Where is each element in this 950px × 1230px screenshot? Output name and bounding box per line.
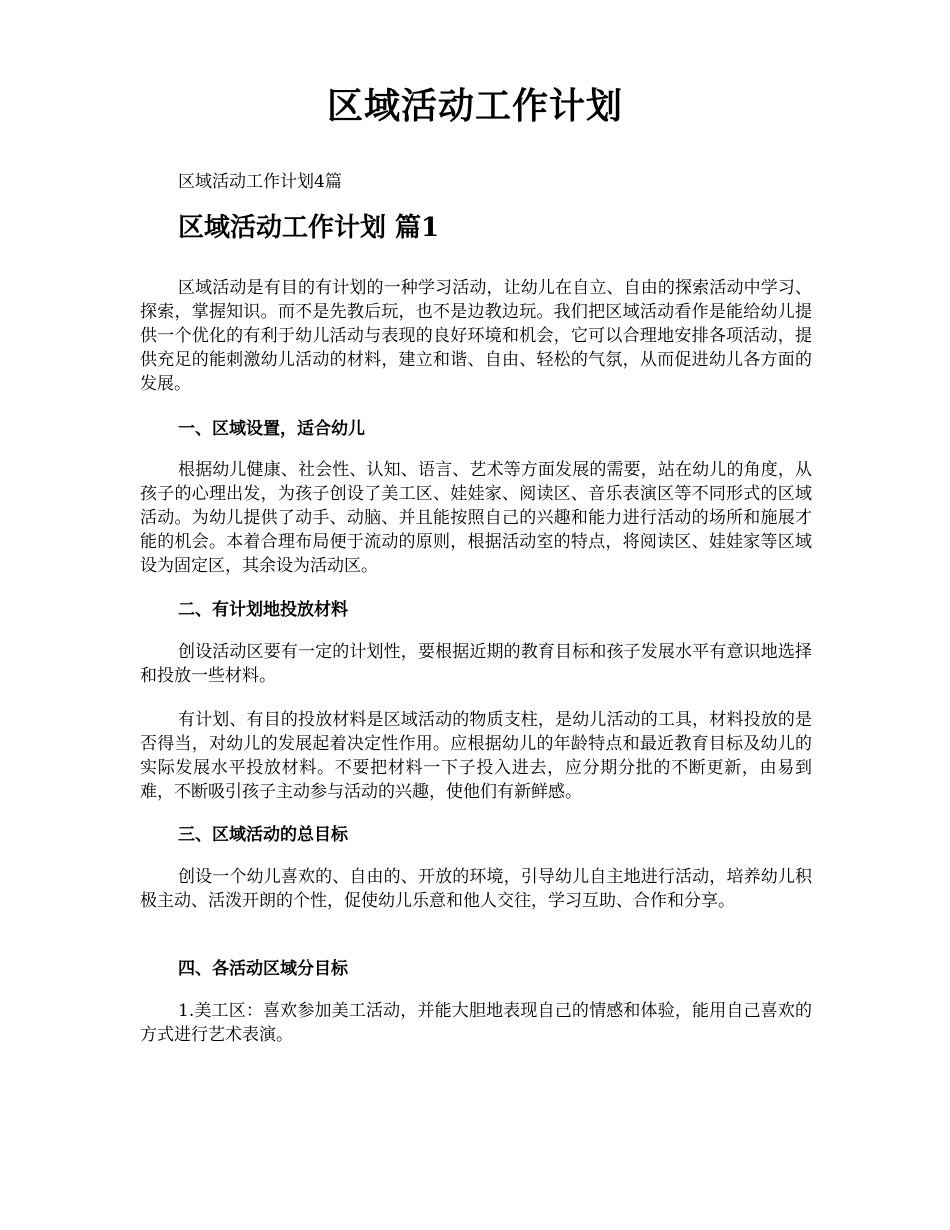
heading-3: 三、区域活动的总目标 [178,825,348,845]
heading-2: 二、有计划地投放材料 [178,600,348,620]
paragraph-4: 1.美工区：喜欢参加美工活动，并能大胆地表现自己的情感和体验，能用自己喜欢的方式进行艺术表演。 [140,1001,812,1045]
section-title: 区域活动工作计划 篇1 [178,213,440,243]
paragraph-intro: 区域活动是有目的有计划的一种学习活动，让幼儿在自立、自由的探索活动中学习、探索，掌握知识。而不是先教后玩，也不是边教边玩。我们把区域活动看作是能给幼儿提供一个优化的有利于幼儿活动与表现的良好环境和机会，它可以合理地安排各项活动，提供充足的能刺激幼儿活动的材料，建立和谐、自由、轻松的气氛，从而促进幼儿各方面的发展。 [140,278,812,394]
paragraph-3: 创设一个幼儿喜欢的、自由的、开放的环境，引导幼儿自主地进行活动，培养幼儿积极主动、活泼开朗的个性，促使幼儿乐意和他人交往，学习互助、合作和分享。 [140,867,812,911]
document-title: 区域活动工作计划 [326,85,623,127]
paragraph-1: 根据幼儿健康、社会性、认知、语言、艺术等方面发展的需要，站在幼儿的角度，从孩子的心理出发，为孩子创设了美工区、娃娃家、阅读区、音乐表演区等不同形式的区域活动。为幼儿提供了动手、动脑、并且能按照自己的兴趣和能力进行活动的场所和施展才能的机会。本着合理布局便于流动的原则，根据活动室的特点，将阅读区、娃娃家等区域设为固定区，其余设为活动区。 [140,460,812,576]
document-subtitle: 区域活动工作计划4篇 [178,172,342,192]
heading-4: 四、各活动区域分目标 [178,959,348,979]
heading-1: 一、区域设置，适合幼儿 [178,419,365,439]
paragraph-2b: 有计划、有目的投放材料是区域活动的物质支柱，是幼儿活动的工具，材料投放的是否得当，对幼儿的发展起着决定性作用。应根据幼儿的年龄特点和最近教育目标及幼儿的实际发展水平投放材料。不要把材料一下子投入进去，应分期分批的不断更新，由易到难，不断吸引孩子主动参与活动的兴趣，使他们有新鲜感。 [140,710,812,802]
paragraph-2a: 创设活动区要有一定的计划性，要根据近期的教育目标和孩子发展水平有意识地选择和投放一些材料。 [140,642,812,686]
